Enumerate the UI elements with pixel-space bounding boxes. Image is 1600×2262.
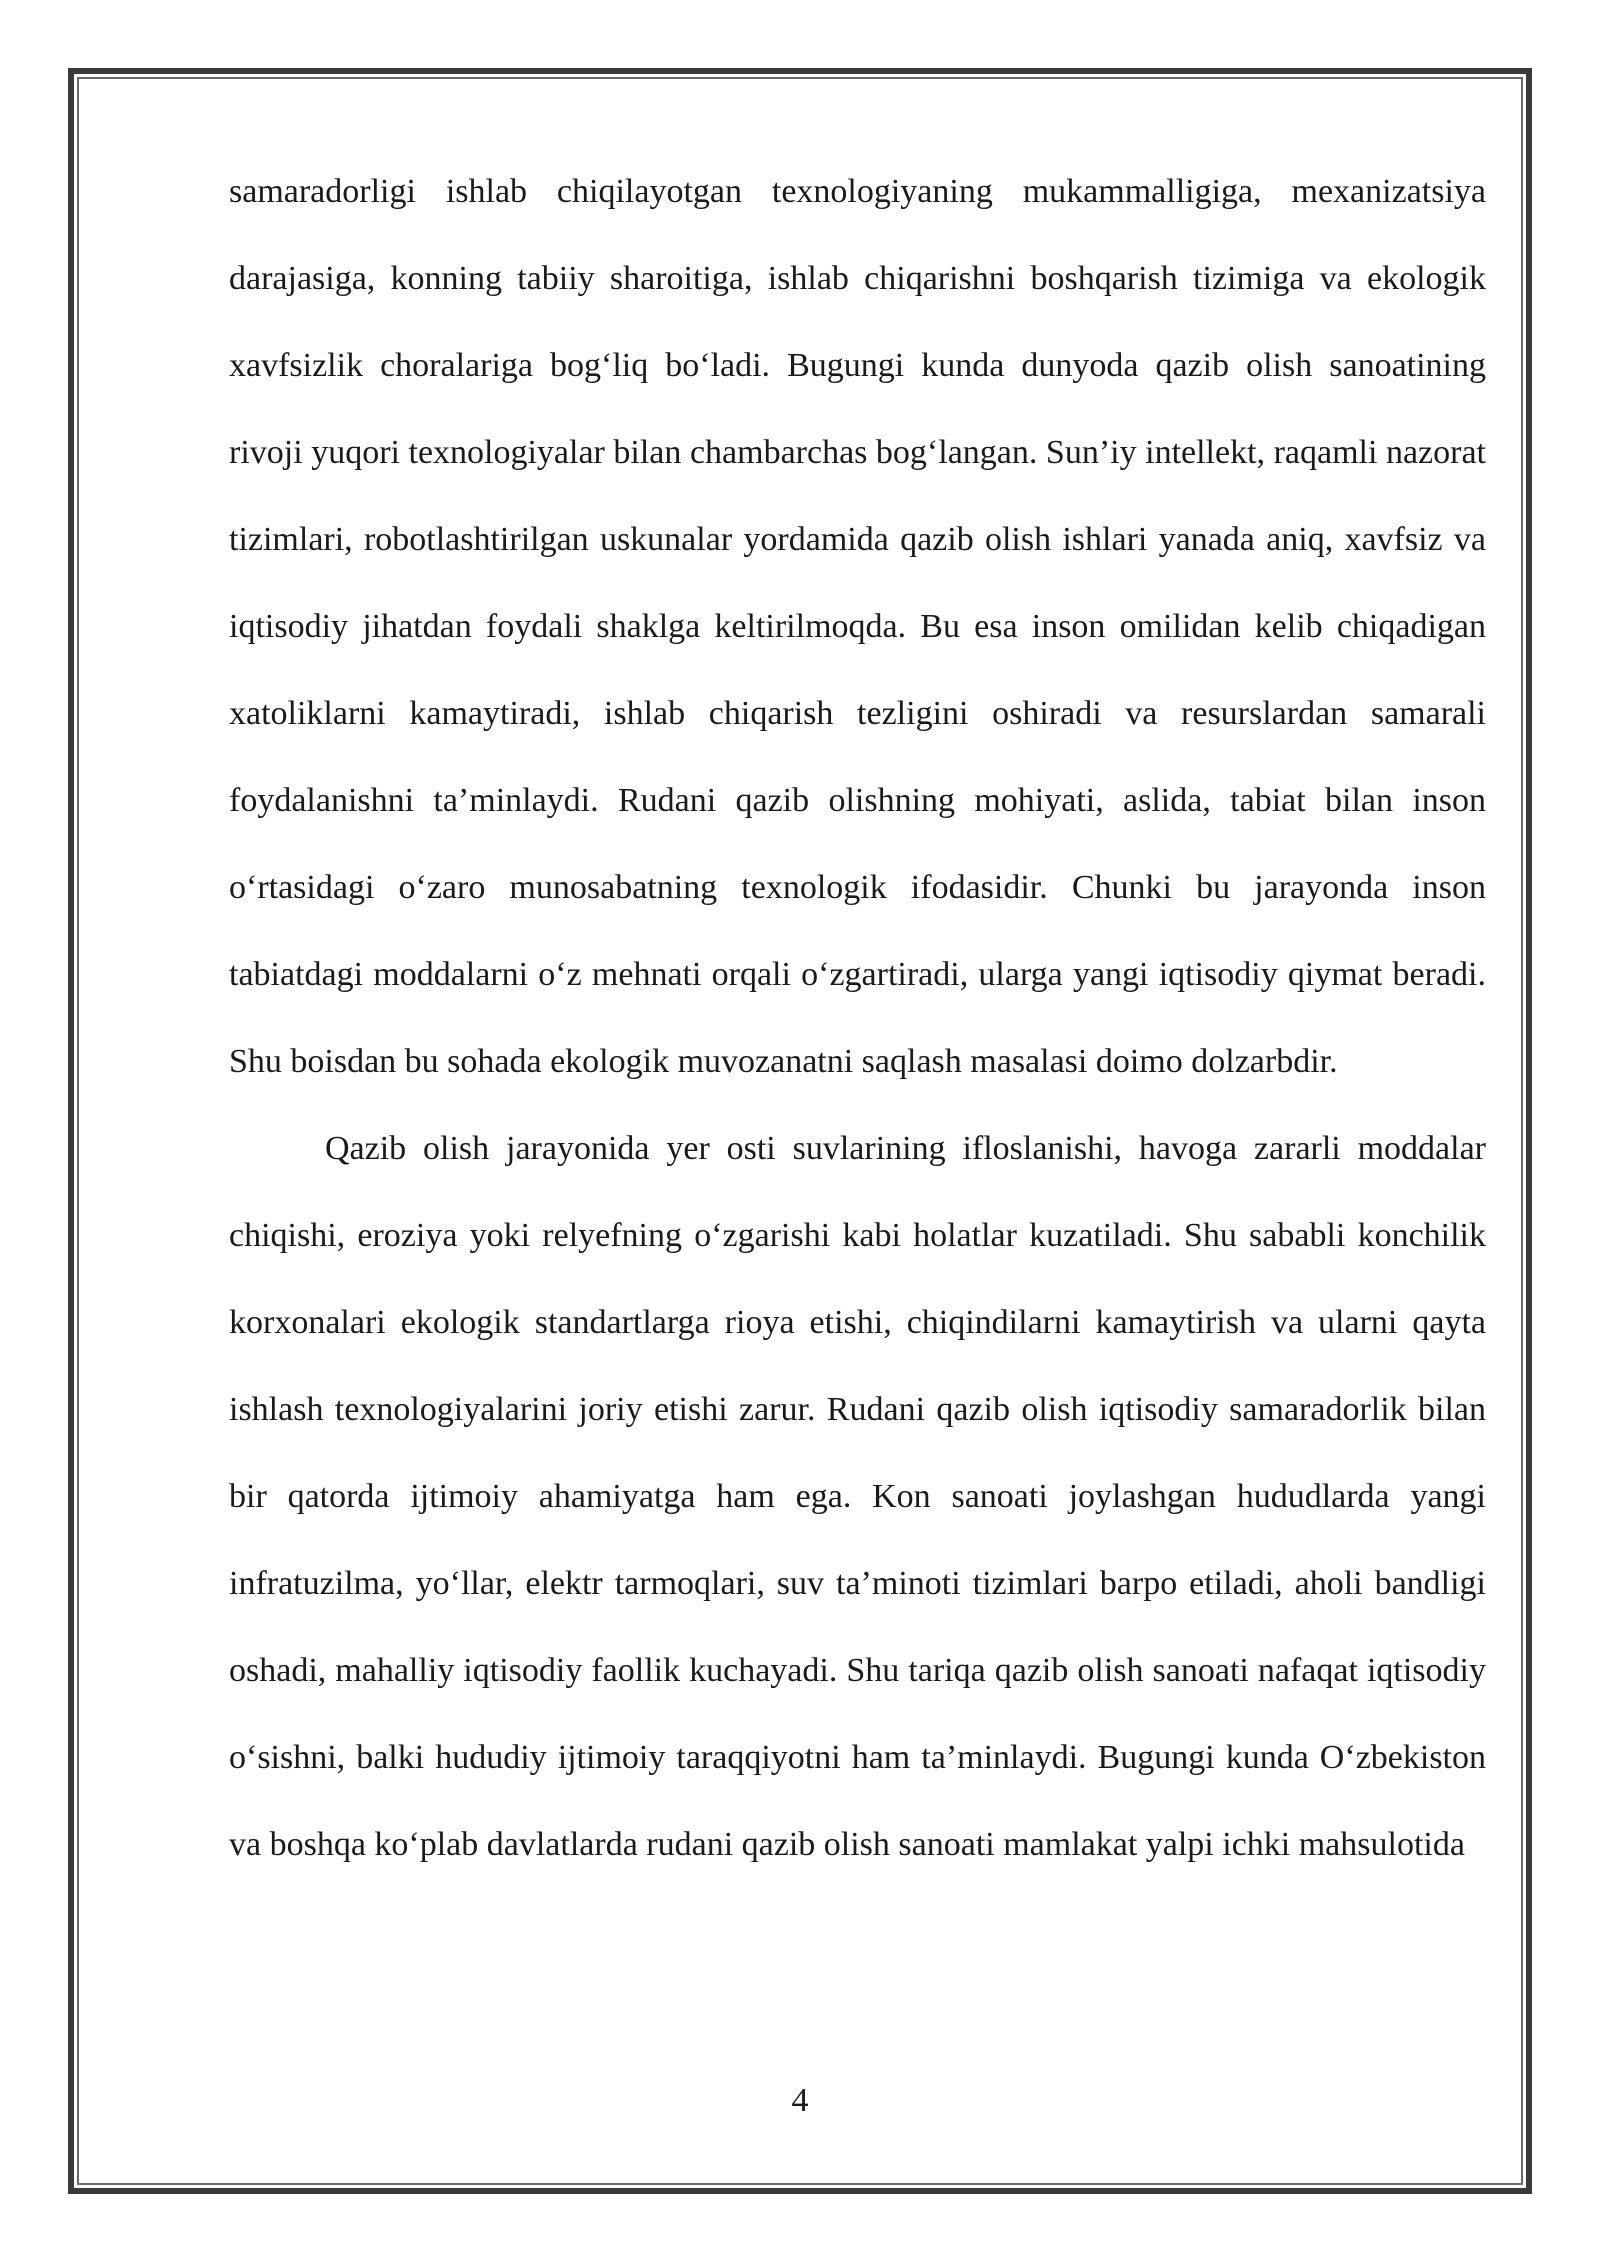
paragraph: Qazib olish jarayonida yer osti suvlarining ifloslanishi, havoga zararli moddalar chiqishi, eroziya yoki relyefning o‘zgarishi kabi holatlar kuzatiladi. Shu sababli konchilik korxonalari ekologik standartlarga rioya etishi, chiqindilarni kamaytirish va ularni qayta ishlash texnologiyalarini joriy etishi zarur. Rudani qazib olish iqtisodiy samaradorlik bilan bir qatorda ijtimoiy ahamiyatga ham ega. Kon sanoati joylashgan hududlarda yangi infratuzilma, yo‘llar, elektr tarmoqlari, suv ta’minoti tizimlari barpo etiladi, aholi bandligi oshadi, mahalliy iqtisodiy faollik kuchayadi. Shu tariqa qazib olish sanoati nafaqat iqtisodiy o‘sishni, balki hududiy ijtimoiy taraqqiyotni ham ta’minlaydi. Bugungi kunda O‘zbekiston va boshqa ko‘plab davlatlarda rudani qazib olish sanoati mamlakat yalpi ichki mahsulotida: [229, 1130, 1486, 1863]
page-number: 4: [791, 2082, 809, 2119]
paragraph-continued: samaradorligi ishlab chiqilayotgan texnologiyaning mukammalligiga, mexanizatsiya darajasiga, konning tabiiy sharoitiga, ishlab chiqarishni boshqarish tizimiga va ekologik xavfsizlik choralariga bog‘liq bo‘ladi. Bugungi kunda dunyoda qazib olish sanoatining rivoji yuqori texnologiyalar bilan chambarchas bog‘langan. Sun’iy intellekt, raqamli nazorat tizimlari, robotlashtirilgan uskunalar yordamida qazib olish ishlari yanada aniq, xavfsiz va iqtisodiy jihatdan foydali shaklga keltirilmoqda. Bu esa inson omilidan kelib chiqadigan xatoliklarni kamaytiradi, ishlab chiqarish tezligini oshiradi va resurslardan samarali foydalanishni ta’minlaydi. Rudani qazib olishning mohiyati, aslida, tabiat bilan inson o‘rtasidagi o‘zaro munosabatning texnologik ifodasidir. Chunki bu jarayonda inson tabiatdagi moddalarni o‘z mehnati orqali o‘zgartiradi, ularga yangi iqtisodiy qiymat beradi. Shu boisdan bu sohada ekologik muvozanatni saqlash masalasi doimo dolzarbdir.: [229, 173, 1486, 1080]
document-body: [229, 148, 1486, 1888]
